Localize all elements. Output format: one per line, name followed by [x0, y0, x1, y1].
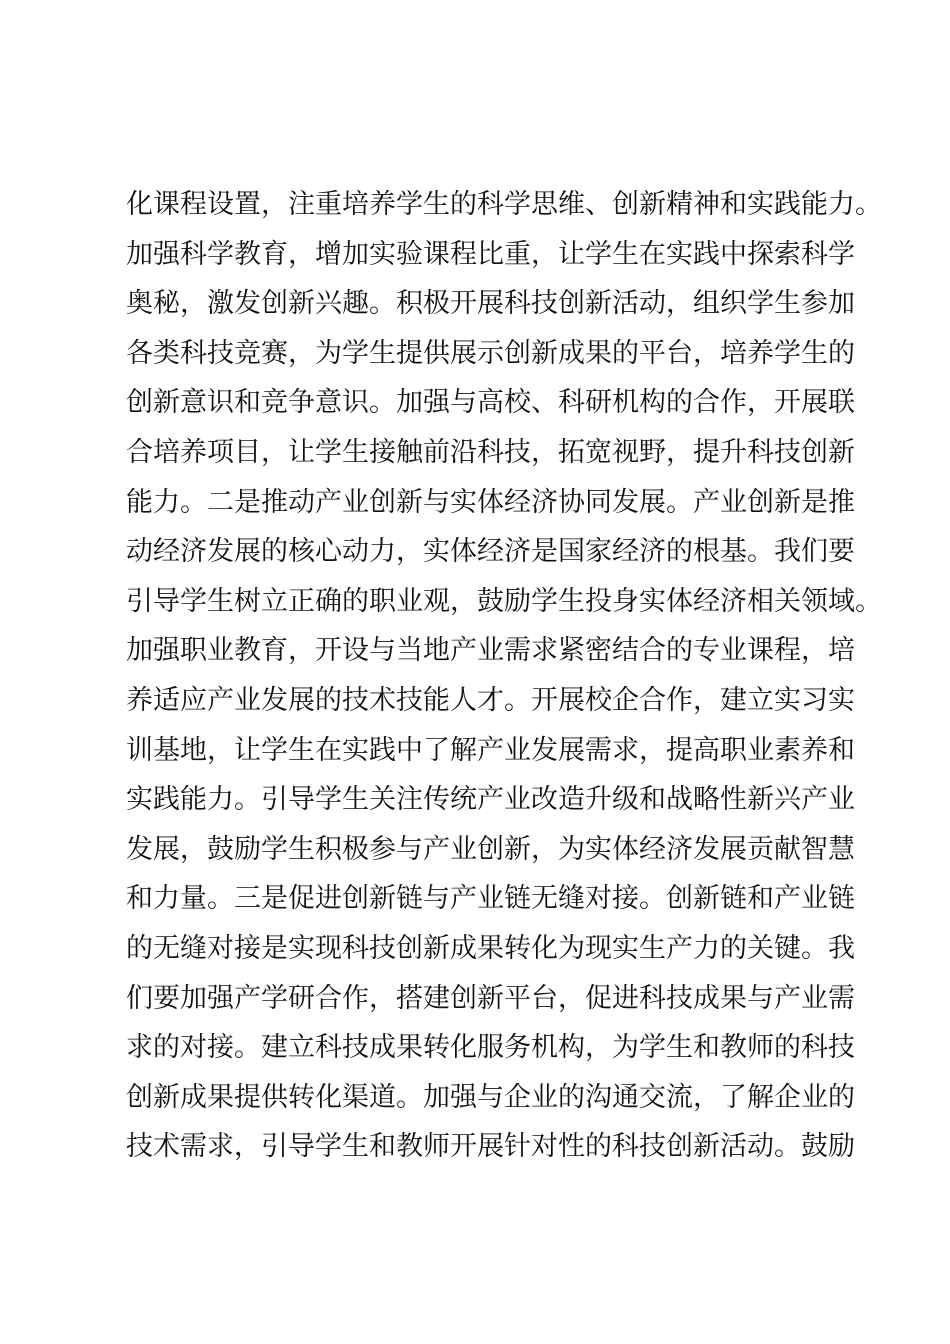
text-line: 加强科学教育，增加实验课程比重，让学生在实践中探索科学 [126, 238, 855, 270]
text-line: 技术需求，引导学生和教师开展针对性的科技创新活动。鼓励 [126, 1131, 855, 1163]
text-line: 能力。二是推动产业创新与实体经济协同发展。产业创新是推 [126, 486, 855, 518]
text-line: 动经济发展的核心动力，实体经济是国家经济的根基。我们要 [126, 536, 855, 568]
text-line: 奥秘，激发创新兴趣。积极开展科技创新活动，组织学生参加 [126, 288, 855, 320]
text-line: 发展，鼓励学生积极参与产业创新，为实体经济发展贡献智慧 [126, 833, 855, 865]
text-line: 引导学生树立正确的职业观，鼓励学生投身实体经济相关领域。 [126, 585, 882, 617]
text-line: 合培养项目，让学生接触前沿科技，拓宽视野，提升科技创新 [126, 436, 855, 468]
body-text [126, 180, 882, 1172]
text-line: 养适应产业发展的技术技能人才。开展校企合作，建立实习实 [126, 684, 855, 716]
text-line: 训基地，让学生在实践中了解产业发展需求，提高职业素养和 [126, 734, 855, 766]
text-line: 们要加强产学研合作，搭建创新平台，促进科技成果与产业需 [126, 982, 855, 1014]
text-line: 求的对接。建立科技成果转化服务机构，为学生和教师的科技 [126, 1032, 855, 1064]
text-line: 创新成果提供转化渠道。加强与企业的沟通交流，了解企业的 [126, 1081, 855, 1113]
text-line: 的无缝对接是实现科技创新成果转化为现实生产力的关键。我 [126, 932, 855, 964]
text-line: 各类科技竞赛，为学生提供展示创新成果的平台，培养学生的 [126, 337, 855, 369]
text-line: 实践能力。引导学生关注传统产业改造升级和战略性新兴产业 [126, 784, 855, 816]
text-line: 和力量。三是促进创新链与产业链无缝对接。创新链和产业链 [126, 883, 855, 915]
text-line: 化课程设置，注重培养学生的科学思维、创新精神和实践能力。 [126, 189, 882, 220]
text-line: 加强职业教育，开设与当地产业需求紧密结合的专业课程，培 [126, 635, 855, 667]
text-line: 创新意识和竞争意识。加强与高校、科研机构的合作，开展联 [126, 387, 855, 419]
